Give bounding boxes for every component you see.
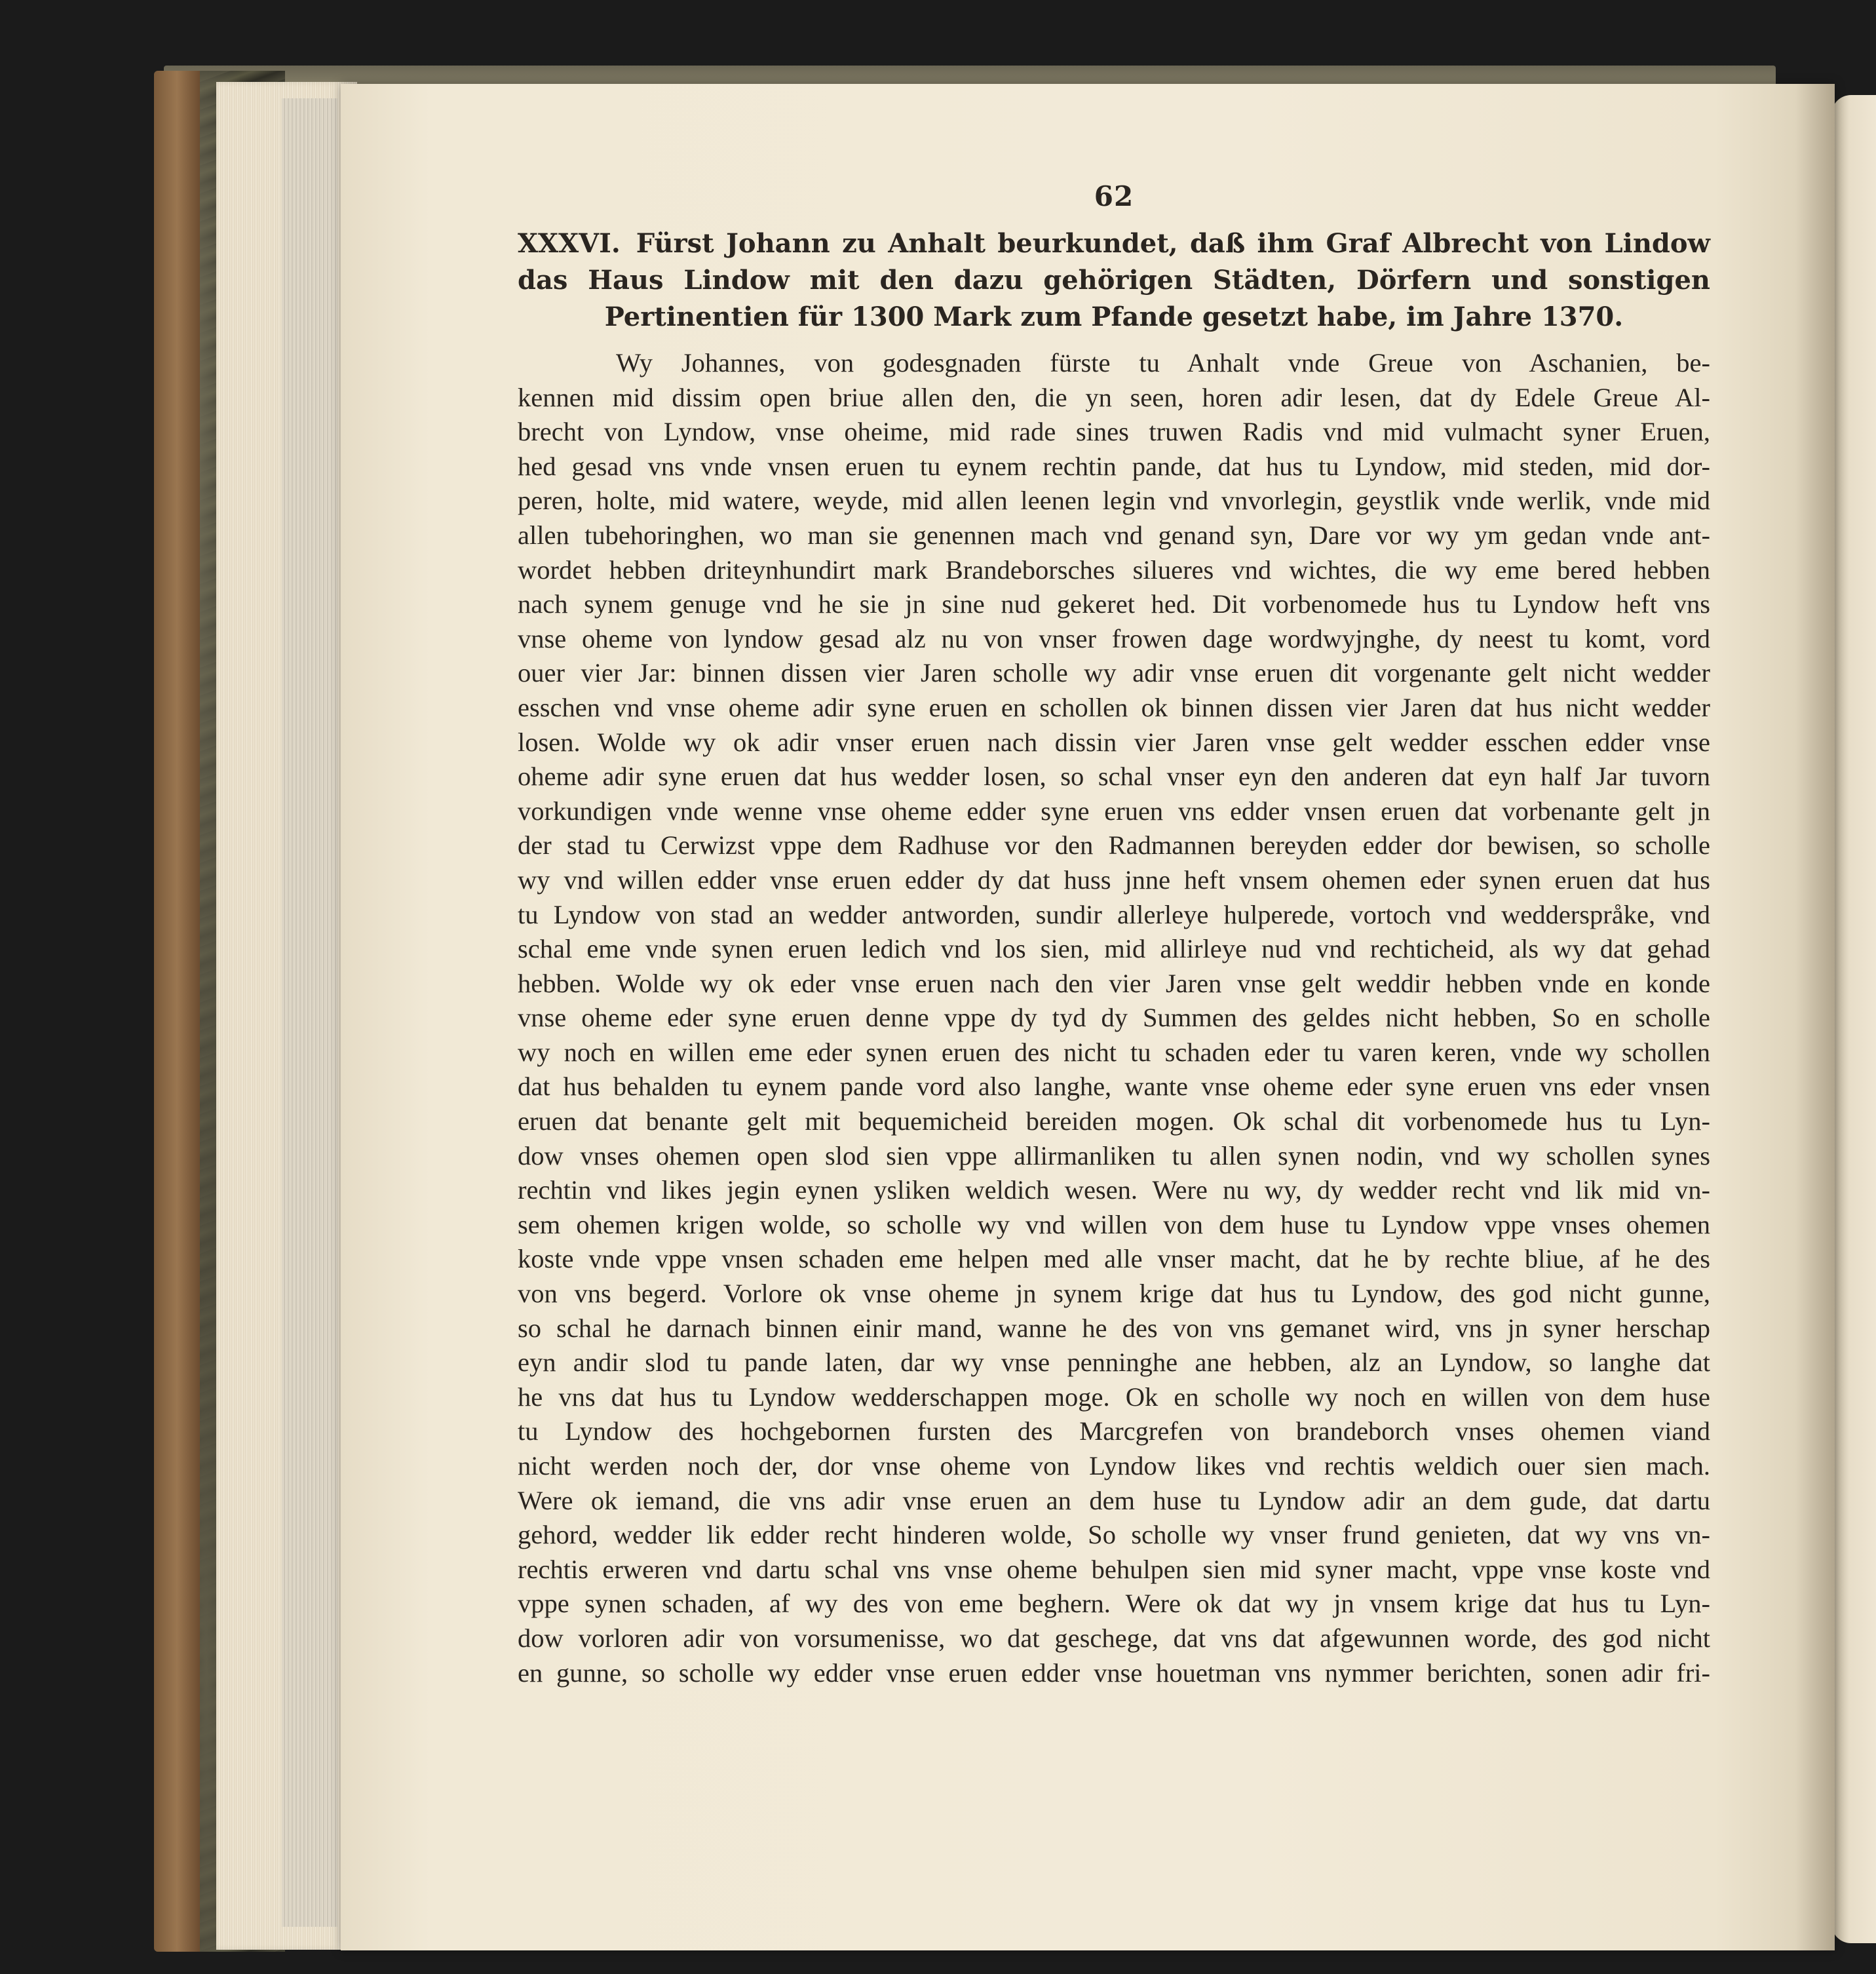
text-line: koste vnde vppe vnsen schaden eme helpen med alle vnser macht, dat he by rechte bliue, af he des (518, 1244, 1710, 1274)
text-line: brecht von Lyndow, vnse oheime, mid rade sines truwen Radis vnd mid vulmacht syner Eruen, (518, 417, 1710, 447)
text-line: esschen vnd vnse oheme adir syne eruen en schollen ok binnen dissen vier Jaren dat hus nicht wedder (518, 692, 1710, 722)
text-line: ouer vier Jar: binnen dissen vier Jaren scholle wy adir vnse eruen dit vorgenante gelt nicht wedder (518, 658, 1710, 688)
text-line: hebben. Wolde wy ok eder vnse eruen nach den vier Jaren vnse gelt weddir hebben vnde en konde (518, 968, 1710, 998)
text-line: he vns dat hus tu Lyndow wedderschappen moge. Ok en scholle wy noch en willen von dem huse (518, 1382, 1710, 1412)
text-line: wy vnd willen edder vnse eruen edder dy dat huss jnne heft vnsem ohemen eder synen eruen dat hus (518, 864, 1710, 895)
text-line: eruen dat benante gelt mit bequemicheid bereiden mogen. Ok schal dit vorbenomede hus tu Lyn- (518, 1106, 1710, 1136)
text-line: hed gesad vns vnde vnsen eruen tu eynem rechtin pande, dat hus tu Lyndow, mid steden, mid dor- (518, 451, 1710, 481)
page-content (518, 180, 1710, 1690)
page-number: 62 (1094, 180, 1134, 212)
document-heading (518, 225, 1710, 336)
text-line: losen. Wolde wy ok adir vnser eruen nach dissin vier Jaren vnse gelt wedder esschen edder vnse (518, 727, 1710, 757)
text-line: gehord, wedder lik edder recht hinderen wolde, So scholle wy vnser frund genieten, dat wy vns vn- (518, 1520, 1710, 1550)
text-line: der stad tu Cerwizst vppe dem Radhuse vor den Radmannen bereyden edder dor bewisen, so scholle (518, 830, 1710, 861)
text-line: kennen mid dissim open briue allen den, die yn seen, horen adir lesen, dat dy Edele Greue Al- (518, 382, 1710, 412)
heading-text: Fürst Johann zu Anhalt beurkundet, daß ihm Graf Albrecht von Lindow das Haus Lindow mit den dazu gehörigen Städten, Dörfern und sonstigen Pertinentien für 1300 Mark zum Pfande gesetzt habe, im Jahre 1370. (518, 228, 1710, 332)
text-line: Wy Johannes, von godesgnaden fürste tu Anhalt vnde Greue von Aschanien, be- (616, 348, 1710, 377)
text-line: nach synem genuge vnd he sie jn sine nud gekeret hed. Dit vorbenomede hus tu Lyndow heft vns (518, 589, 1710, 619)
text-line: dow vorloren adir von vorsumenisse, wo dat geschege, dat vns dat afgewunnen worde, des god nicht (518, 1623, 1710, 1653)
text-line: tu Lyndow des hochgebornen fursten des Marcgrefen von brandeborch vnses ohemen viand (518, 1416, 1710, 1446)
document-numeral: XXXVI. (518, 228, 621, 259)
text-line: Were ok iemand, die vns adir vnse eruen an dem huse tu Lyndow adir an dem gude, dat dartu (518, 1485, 1710, 1515)
text-line: rechtis erweren vnd dartu schal vns vnse oheme behulpen sien mid syner macht, vppe vnse koste vnd (518, 1554, 1710, 1584)
text-line: dat hus behalden tu eynem pande vord also langhe, wante vnse oheme eder syne eruen vns eder vnsen (518, 1072, 1710, 1102)
charter-text (518, 346, 1710, 1690)
text-line: wy noch en willen eme eder synen eruen des nicht tu schaden eder tu varen keren, vnde wy schollen (518, 1037, 1710, 1067)
facing-page (1831, 95, 1876, 1943)
text-line: oheme adir syne eruen dat hus wedder losen, so schal vnser eyn den anderen dat eyn half Jar tuvorn (518, 762, 1710, 792)
leather-spine (154, 71, 200, 1952)
text-line: vnse oheme eder syne eruen denne vppe dy tyd dy Summen des geldes nicht hebben, So en scholle (518, 1003, 1710, 1033)
page-edge-lines (282, 98, 337, 1927)
text-line: nicht werden noch der, dor vnse oheme von Lyndow likes vnd rechtis weldich ouer sien mach. (518, 1451, 1710, 1480)
text-line: allen tubehoringhen, wo man sie genennen mach vnd genand syn, Dare vor wy ym gedan vnde ant- (518, 520, 1710, 550)
gutter-shadow (1795, 84, 1835, 1950)
text-line: wordet hebben driteynhundirt mark Brandeborsches silueres vnd wichtes, die wy eme bered hebben (518, 554, 1710, 585)
text-line: von vns begerd. Vorlore ok vnse oheme jn synem krige dat hus tu Lyndow, des god nicht gunne, (518, 1279, 1710, 1309)
text-line: vppe synen schaden, af wy des von eme beghern. Were ok dat wy jn vnsem krige dat hus tu Lyn- (518, 1589, 1710, 1619)
text-line: rechtin vnd likes jegin eynen ysliken weldich wesen. Were nu wy, dy wedder recht vnd lik mid vn- (518, 1175, 1710, 1205)
text-line: vnse oheme von lyndow gesad alz nu von vnser frowen dage wordwyjnghe, dy neest tu komt, vord (518, 623, 1710, 653)
text-line: vorkundigen vnde wenne vnse oheme edder syne eruen vns edder vnsen eruen dat vorbenante gelt jn (518, 796, 1710, 826)
text-line: eyn andir slod tu pande laten, dar wy vnse penninghe ane hebben, alz an Lyndow, so langhe dat (518, 1347, 1710, 1378)
text-line: peren, holte, mid watere, weyde, mid allen leenen legin vnd vnvorlegin, geystlik vnde werlik, vnde mid (518, 486, 1710, 516)
text-line: so schal he darnach binnen einir mand, wanne he des von vns gemanet wird, vns jn syner herschap (518, 1313, 1710, 1343)
text-line: tu Lyndow von stad an wedder antworden, sundir allerleye hulperede, vortoch vnd wedderspråke, vnd (518, 899, 1710, 929)
text-line: en gunne, so scholle wy edder vnse eruen edder vnse houetman vns nymmer berichten, sonen adir fri- (518, 1657, 1710, 1688)
text-line: sem ohemen krigen wolde, so scholle wy vnd willen von dem huse tu Lyndow vppe vnses ohemen (518, 1209, 1710, 1239)
text-line: schal eme vnde synen eruen ledich vnd los sien, mid allirleye nud vnd rechticheid, als wy dat gehad (518, 934, 1710, 964)
text-line: dow vnses ohemen open slod sien vppe allirmanliken tu allen synen nodin, vnd wy schollen synes (518, 1140, 1710, 1171)
